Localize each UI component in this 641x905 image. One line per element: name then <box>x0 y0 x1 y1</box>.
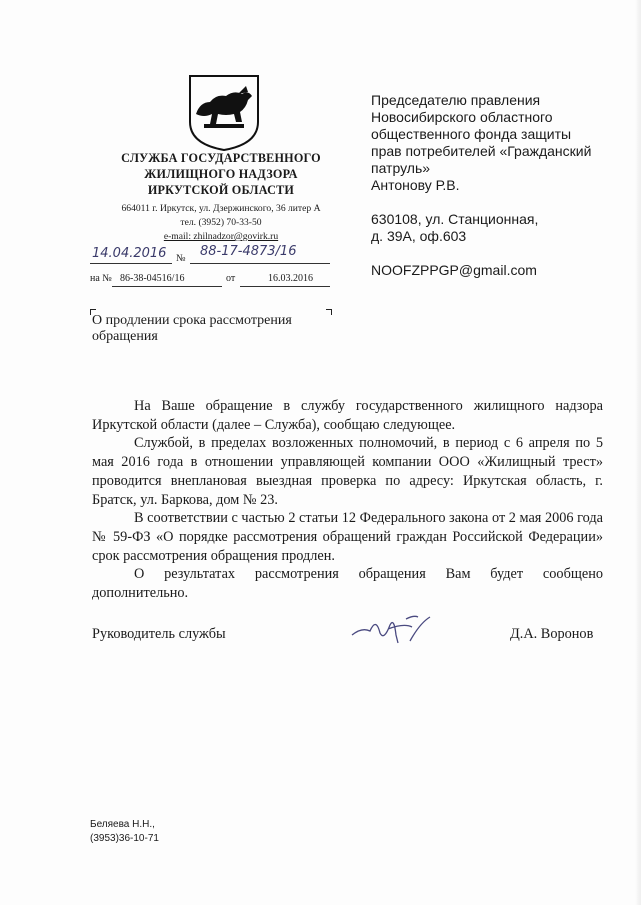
irkutsk-coat-of-arms-emblem <box>186 72 262 152</box>
body-paragraph-4: О результатах рассмотрения обращения Вам будет сообщено дополнительно. <box>92 566 603 602</box>
recipient-line-1: Председателю правления <box>371 92 541 108</box>
recipient-gap-2 <box>371 245 616 262</box>
from-date-value: 16.03.2016 <box>268 273 313 284</box>
recipient-line-3: общественного фонда защиты <box>371 126 572 142</box>
executor-footer <box>90 818 159 846</box>
signatory-name: Д.А. Воронов <box>510 626 594 642</box>
recipient-line-2: Новосибирского областного <box>371 109 553 125</box>
handwritten-outgoing-number: 88-17-4873/16 <box>200 244 297 259</box>
org-name-line-3: ИРКУТСКОЙ ОБЛАСТИ <box>147 183 295 197</box>
recipient-address-line-1: 630108, ул. Станционная, <box>371 211 539 227</box>
recipient-line-5: патруль» <box>371 160 431 176</box>
handwritten-date: 14.04.2016 <box>92 246 167 261</box>
from-date-underline <box>240 286 330 287</box>
sender-address: 664011 г. Иркутск, ул. Дзержинского, 36 литер А <box>121 203 321 214</box>
from-label: от <box>226 273 236 284</box>
body-paragraph-2: Службой, в пределах возложенных полномочий, в период с 6 апреля по 5 мая 2016 года в отношении управляющей компании ООО «Жилищный трест» проводится внеплановая выездная проверка по адресу: Иркутская область, г. Братск, ул. Баркова, дом № 23. <box>92 435 603 508</box>
recipient-gap <box>371 194 616 211</box>
recipient-line-4: прав потребителей «Гражданский <box>371 143 592 159</box>
on-number-value: 86-38-04516/16 <box>120 273 185 284</box>
executor-phone: (3953)36-10-71 <box>90 833 159 844</box>
org-name-line-2: ЖИЛИЩНОГО НАДЗОРА <box>144 167 298 181</box>
org-name-line-1: СЛУЖБА ГОСУДАРСТВЕННОГО <box>121 151 321 165</box>
executor-name: Беляева Н.Н., <box>90 819 155 830</box>
number-underline <box>190 263 330 264</box>
letter-body <box>92 397 603 603</box>
number-label: № <box>176 253 186 264</box>
date-underline <box>90 263 172 264</box>
sender-phone: тел. (3952) 70-33-50 <box>180 217 262 228</box>
recipient-block <box>371 92 616 279</box>
recipient-line-6: Антонову Р.В. <box>371 177 460 193</box>
letter-subject: О продлении срока рассмотрения обращения <box>92 313 292 344</box>
signatory-role: Руководитель службы <box>92 626 226 642</box>
on-number-underline <box>112 286 222 287</box>
body-paragraph-3: В соответствии с частью 2 статьи 12 Федерального закона от 2 мая 2006 года № 59-ФЗ «О порядке рассмотрения обращений граждан Российской Федерации» срок рассмотрения обращения продлен. <box>92 510 603 564</box>
recipient-address-line-2: д. 39А, оф.603 <box>371 228 467 244</box>
page-edge-shadow <box>635 0 641 905</box>
on-number-label: на № <box>90 273 112 284</box>
body-paragraph-1: На Ваше обращение в службу государственного жилищного надзора Иркутской области (далее – Служба), сообщаю следующее. <box>92 398 603 433</box>
handwritten-signature <box>348 613 438 647</box>
sender-email: e-mail: zhilnadzor@govirk.ru <box>163 231 279 242</box>
recipient-email: NOOFZPPGP@gmail.com <box>371 262 537 278</box>
sender-block <box>96 150 346 244</box>
